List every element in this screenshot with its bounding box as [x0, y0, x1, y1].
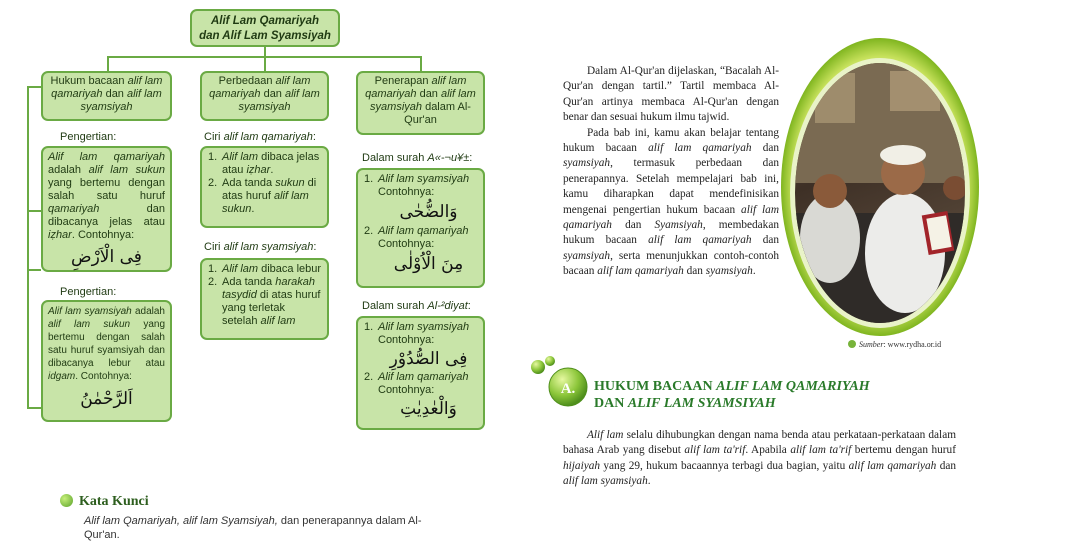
- photo-boys-reading-quran: [790, 58, 970, 328]
- item-text: Contohnya:: [378, 186, 435, 198]
- col2-header-text: alif lam qamariyah: [209, 75, 311, 100]
- intro-text-run: alif lam qamariyah: [597, 265, 684, 278]
- col3-header-box: [356, 71, 485, 135]
- item-text: alif lam sukun: [222, 190, 309, 215]
- green-bullet-icon: [848, 340, 856, 348]
- def-term: alif lam sukun: [88, 164, 165, 176]
- kata-kunci-text: [84, 514, 444, 542]
- col3-header-text: dalam Al-Qur'an: [404, 101, 471, 126]
- photo-source: [848, 340, 941, 349]
- arabic-example-ar-rahman: اَلرَّحْمٰنُ: [80, 389, 133, 409]
- body-run: alif lam ta'rif: [684, 444, 746, 457]
- ciri-label-text: :: [312, 131, 316, 143]
- heading-text: ALIF LAM SYAMSIYAH: [627, 396, 776, 411]
- col3-header-text: alif lam syamsiyah: [370, 88, 476, 113]
- body-run: Alif lam: [587, 429, 624, 441]
- item-text: Contohnya:: [378, 238, 435, 250]
- list-number: 1.: [208, 151, 218, 163]
- list-number: 2.: [364, 225, 374, 237]
- item-text: Contohnya:: [378, 384, 435, 396]
- intro-text-run: dan: [683, 265, 706, 278]
- col3-surah1-label: [362, 152, 472, 164]
- col2-ciri-qamariyah-box: [200, 146, 329, 228]
- item-text: Alif lam: [222, 263, 259, 275]
- connector-line: [27, 269, 41, 271]
- heading-text: HUKUM BACAAN: [594, 379, 717, 394]
- item-text: alif lam: [260, 315, 296, 327]
- list-item: [362, 371, 479, 420]
- body-run: alif lam syamsiyah: [563, 475, 648, 488]
- col2-ciri-qamariyah-label: [204, 131, 316, 143]
- body-run: . Apabila: [745, 444, 791, 457]
- list-item: [206, 177, 323, 216]
- intro-text-run: , serta menunjukkan contoh-contoh bacaan: [563, 249, 779, 278]
- connector-line: [107, 56, 109, 72]
- col3-surah2-box: [356, 316, 485, 430]
- intro-text-run: syamsiyah: [563, 157, 611, 170]
- col2-header-text: dan: [260, 88, 285, 100]
- col3-surah1-box: [356, 168, 485, 288]
- heading-text: DAN: [594, 396, 628, 411]
- body-run: selalu dihubungkan dengan nama benda atau perkataan-perkataan dalam bahasa Arab yang disebut: [563, 429, 956, 457]
- intro-text-run: alif lam qamariyah: [648, 142, 752, 155]
- intro-text-run: dan: [751, 142, 780, 155]
- connector-line: [27, 86, 29, 409]
- surah-label-text: A«-¬u¥±: [427, 152, 470, 164]
- col1-header-text: alif lam: [127, 75, 163, 87]
- body-run: dan: [936, 459, 957, 472]
- col2-header-text: Perbedaan: [218, 75, 276, 87]
- intro-text-run: , membedakan hukum bacaan: [563, 219, 779, 247]
- list-number: 2.: [208, 276, 218, 288]
- photo-illustration: [795, 63, 965, 323]
- item-text: dibaca lebur: [258, 263, 322, 275]
- col2-header-text: alif lam syamsiyah: [238, 88, 320, 113]
- col1-label-pengertian-2: Pengertian:: [60, 286, 117, 298]
- list-number: 1.: [364, 321, 374, 333]
- list-item: [206, 263, 323, 276]
- item-text: di atas huruf: [222, 177, 317, 202]
- surah-label-text: :: [467, 300, 471, 312]
- map-title-line1: Alif Lam Qamariyah: [210, 15, 319, 27]
- kata-kunci-rest: dan penerapannya dalam Al-Qur'an.: [84, 515, 422, 541]
- kata-kunci-terms: Alif lam Qamariyah, alif lam Syamsiyah,: [84, 515, 278, 527]
- body-run: yang 29, hukum bacaannya terbagi dua bagian, yaitu: [600, 459, 849, 472]
- intro-text-run: Pada bab ini, kamu akan belajar tentang hukum bacaan: [563, 126, 779, 155]
- def-term: iẓhar: [48, 229, 72, 241]
- source-value: : www.rydha.or.id: [883, 340, 942, 349]
- col3-header-text: alif lam qamariyah: [365, 75, 467, 100]
- surah-label-text: Al-²diyat: [427, 300, 468, 312]
- map-title-line2: dan Alif Lam Syamsiyah: [199, 30, 331, 42]
- source-label: Sumber: [859, 340, 884, 349]
- col3-header-text: Penerapan: [374, 75, 432, 87]
- list-item: [206, 276, 323, 328]
- def-term: qamariyah: [48, 203, 100, 215]
- intro-text-run: Syamsiyah: [654, 219, 703, 232]
- body-run: bertemu dengan huruf: [851, 444, 956, 457]
- col2-header-box: [200, 71, 329, 121]
- def-text: adalah: [131, 306, 165, 317]
- col1-header-text: syamsiyah: [80, 101, 133, 113]
- def-text: . Contohnya:: [71, 229, 135, 241]
- badge-dot: [531, 360, 545, 374]
- list-item: [362, 321, 479, 370]
- item-text: harakah tasydid: [222, 276, 315, 301]
- item-text: Contohnya:: [378, 334, 435, 346]
- connector-line: [27, 407, 41, 409]
- body-run: alif lam ta'rif: [790, 444, 852, 457]
- intro-text: [563, 64, 779, 280]
- list-number: 2.: [364, 371, 374, 383]
- col3-surah2-label: [362, 300, 471, 312]
- list-item: [206, 151, 323, 177]
- arabic-example-minal-ula: مِنَ الْاُوْلٰى: [393, 254, 464, 274]
- col1-header-text: Hukum bacaan: [50, 75, 128, 87]
- intro-paragraph-2: [563, 126, 779, 280]
- intro-text-run: , termasuk perbedaan dan penerapannya. Setelah mempelajari bab ini, kamu diharapkan dapat mendefinisikan mengenai pengertian hukum bacaan: [563, 157, 779, 216]
- kata-kunci-title-text: Kata Kunci: [79, 494, 149, 509]
- intro-text-run: dan: [751, 234, 780, 247]
- section-heading: [594, 378, 870, 412]
- col2-ciri-syamsiyah-label: [204, 241, 316, 253]
- intro-paragraph-1: Dalam Al-Qur'an dijelaskan, “Bacalah Al-Qur'an dengan tartil.” Tartil membaca Al-Qur'an artinya membaca Al-Qur'an dengan benar dan sesuai hukum ilmu tajwid.: [563, 65, 779, 124]
- kata-kunci-title: [60, 494, 149, 510]
- def-text: adalah: [48, 164, 89, 176]
- item-text: Alif lam qamariyah: [378, 225, 469, 237]
- col1-definition-qamariyah: [41, 146, 172, 272]
- item-text: Alif lam syamsiyah: [378, 173, 470, 185]
- map-title-box: [190, 9, 340, 47]
- col1-definition-syamsiyah: [41, 300, 172, 422]
- col1-header-box: [41, 71, 172, 121]
- def-term: Alif lam qamariyah: [48, 151, 165, 163]
- section-badge: [528, 355, 592, 411]
- connector-line: [264, 56, 266, 72]
- ciri-label-text: Ciri: [204, 241, 224, 253]
- def-term: Alif lam syamsiyah: [48, 306, 132, 317]
- def-term: idgam: [48, 371, 76, 382]
- def-text: . Contohnya:: [75, 371, 132, 382]
- surah-label-text: :: [469, 152, 473, 164]
- col1-header-text: alif lam: [126, 88, 162, 100]
- ciri-label-text: :: [313, 241, 317, 253]
- col2-ciri-syamsiyah-box: [200, 258, 329, 340]
- col1-label-pengertian-1: Pengertian:: [60, 131, 117, 143]
- badge-dot: [545, 356, 555, 366]
- list-number: 1.: [364, 173, 374, 185]
- def-term: alif lam sukun: [48, 319, 131, 330]
- item-text: Ada tanda: [222, 276, 276, 288]
- def-text: dan dibacanya jelas atau: [48, 203, 165, 228]
- connector-line: [27, 86, 41, 88]
- list-item: [362, 225, 479, 275]
- ciri-label-text: alif lam syamsiyah: [223, 241, 314, 253]
- item-text: sukun: [275, 177, 305, 189]
- ciri-label-text: alif lam qamariyah: [223, 131, 313, 143]
- item-text: Ada tanda: [222, 177, 276, 189]
- heading-text: ALIF LAM QAMARIYAH: [716, 379, 870, 394]
- list-item: [362, 173, 479, 223]
- item-text: dibaca jelas atau: [222, 151, 320, 176]
- section-body: [563, 428, 956, 490]
- connector-line: [420, 56, 422, 72]
- list-number: 2.: [208, 177, 218, 189]
- item-text: .: [251, 203, 255, 215]
- intro-text-run: .: [752, 265, 756, 278]
- item-text: Alif lam: [222, 151, 259, 163]
- arabic-example-fis-sudur: فِى الصُّدُوْرِ: [389, 349, 468, 369]
- arabic-example-wal-adiyat: وَالْعٰدِيٰتِ: [400, 399, 457, 419]
- item-text: Alif lam qamariyah: [378, 371, 469, 383]
- intro-text-run: syamsiyah: [563, 249, 611, 262]
- intro-text-run: syamsiyah: [705, 265, 753, 278]
- body-run: hijaiyah: [563, 459, 601, 472]
- arabic-example-fil-ardi: فِى الْاَرْضِ: [71, 247, 142, 267]
- body-run: .: [647, 475, 651, 488]
- intro-text-run: dan: [611, 219, 655, 232]
- connector-line: [27, 210, 41, 212]
- section-paragraph: [563, 428, 956, 490]
- item-text: Alif lam syamsiyah: [378, 321, 470, 333]
- arabic-example-wad-duha: وَالضُّحٰى: [399, 202, 458, 222]
- ciri-label-text: Ciri: [204, 131, 224, 143]
- col1-header-text: qamariyah: [51, 88, 103, 100]
- item-text: di atas huruf yang terletak setelah: [222, 289, 321, 327]
- surah-label-text: Dalam surah: [362, 300, 428, 312]
- intro-text-run: alif lam qamariyah: [563, 203, 779, 232]
- item-text: iẓhar: [246, 164, 271, 176]
- section-letter: A.: [560, 381, 576, 397]
- def-text: yang bertemu dengan salah satu huruf syamsiyah dan dibacanya lebur atau: [48, 319, 166, 369]
- def-text: yang bertemu dengan salah satu huruf: [48, 177, 165, 202]
- item-text: .: [270, 164, 274, 176]
- body-run: alif lam qamariyah: [848, 459, 937, 472]
- intro-text-run: alif lam qamariyah: [648, 234, 752, 247]
- col1-header-text: dan: [102, 88, 127, 100]
- green-bullet-icon: [60, 494, 73, 507]
- list-number: 1.: [208, 263, 218, 275]
- col3-header-text: dan: [416, 88, 441, 100]
- surah-label-text: Dalam surah: [362, 152, 428, 164]
